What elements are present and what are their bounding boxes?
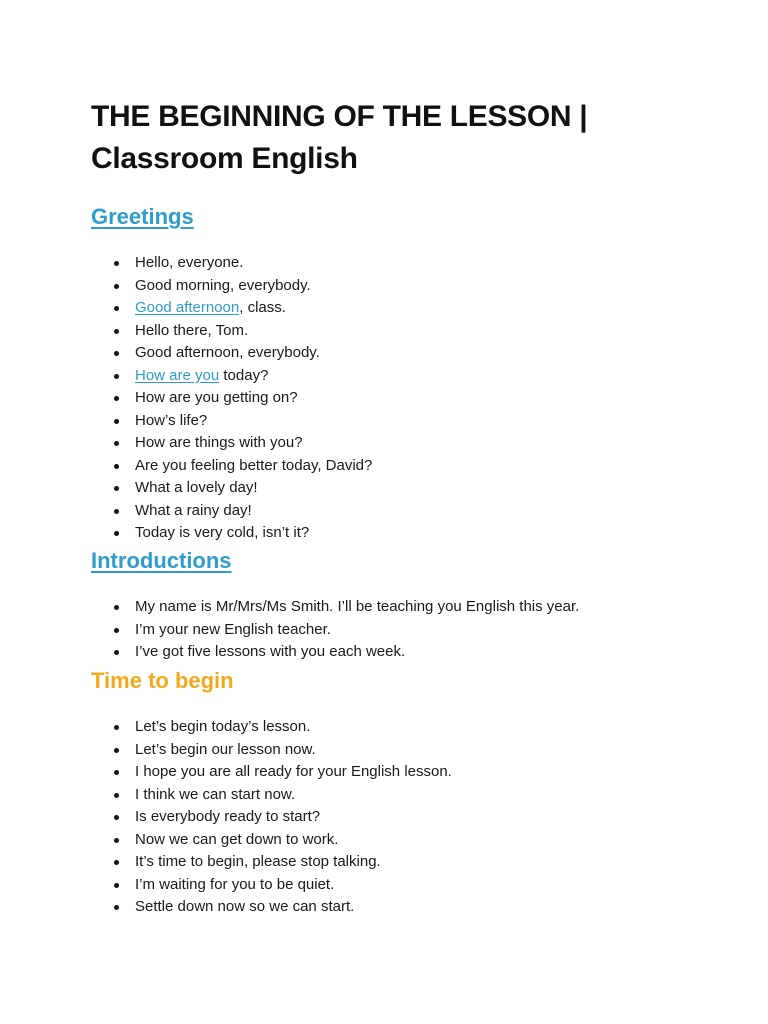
- bullet-icon: [114, 748, 119, 753]
- page-title: [91, 96, 731, 180]
- list-item: [91, 320, 372, 343]
- list-item-text: My name is Mr/Mrs/Ms Smith. I’ll be teaching you English this year.: [135, 598, 580, 615]
- bullet-icon: [114, 419, 119, 424]
- list-item: [91, 596, 579, 619]
- bullet-icon: [114, 531, 119, 536]
- list-item: [91, 641, 579, 664]
- list-item-text: Now we can get down to work.: [135, 830, 339, 848]
- section-heading-introductions: [91, 546, 232, 576]
- bullet-icon: [114, 441, 119, 446]
- list-item-text: I’ve got five lessons with you each week.: [135, 643, 406, 660]
- list-item: [91, 716, 452, 739]
- list-item-text: Today is very cold, isn’t it?: [135, 524, 310, 541]
- section-heading-time-to-begin: Time to begin: [91, 668, 234, 693]
- list-item-text: I’m waiting for you to be quiet.: [135, 875, 335, 893]
- list-item-text: Are you feeling better today, David?: [135, 456, 373, 474]
- list-item-text: How’s life?: [135, 411, 208, 429]
- list-item: [91, 784, 452, 807]
- list-item-text: today?: [219, 366, 269, 384]
- bullet-icon: [114, 329, 119, 334]
- bullet-icon: [114, 770, 119, 775]
- bullet-icon: [114, 351, 119, 356]
- greetings-list: [91, 252, 372, 545]
- list-item: [91, 477, 372, 500]
- document-page: [91, 96, 731, 915]
- list-item-text: Let’s begin today’s lesson.: [135, 718, 311, 735]
- bullet-icon: [114, 374, 119, 379]
- list-item: [91, 455, 372, 478]
- list-item-text: What a rainy day!: [135, 501, 252, 519]
- list-item: [91, 275, 372, 298]
- list-item: [91, 806, 452, 829]
- list-item-text: Settle down now so we can start.: [135, 898, 355, 915]
- bullet-icon: [114, 261, 119, 266]
- list-item: [91, 500, 372, 523]
- list-item-text: Hello there, Tom.: [135, 321, 249, 339]
- bullet-icon: [114, 396, 119, 401]
- greetings-heading-link[interactable]: Greetings: [91, 204, 194, 229]
- list-item: [91, 342, 372, 365]
- bullet-icon: [114, 486, 119, 491]
- introductions-heading-link[interactable]: Introductions: [91, 548, 232, 573]
- list-item: [91, 851, 452, 874]
- list-item: [91, 874, 452, 897]
- list-item-text: I think we can start now.: [135, 785, 296, 803]
- bullet-icon: [114, 905, 119, 910]
- bullet-icon: [114, 883, 119, 888]
- list-item: [91, 829, 452, 852]
- list-item: [91, 739, 452, 762]
- bullet-icon: [114, 725, 119, 730]
- bullet-icon: [114, 306, 119, 311]
- list-item-text: Hello, everyone.: [135, 254, 244, 271]
- inline-link[interactable]: How are you: [135, 366, 220, 384]
- list-item-text: Good morning, everybody.: [135, 276, 311, 294]
- list-item: [91, 619, 579, 642]
- bullet-icon: [114, 284, 119, 289]
- bullet-icon: [114, 509, 119, 514]
- introductions-list: [91, 596, 579, 664]
- bullet-icon: [114, 464, 119, 469]
- list-item-text: Is everybody ready to start?: [135, 808, 321, 825]
- section-heading-greetings: [91, 202, 194, 232]
- list-item-text: How are things with you?: [135, 434, 303, 451]
- list-item: [91, 252, 372, 275]
- title-line-1: THE BEGINNING OF THE LESSON |: [91, 100, 588, 133]
- list-item: [91, 365, 372, 388]
- list-item-text: I’m your new English teacher.: [135, 620, 331, 638]
- list-item: [91, 896, 452, 919]
- list-item-text: I hope you are all ready for your English lesson.: [135, 763, 452, 780]
- list-item-text: What a lovely day!: [135, 479, 258, 496]
- list-item: [91, 410, 372, 433]
- bullet-icon: [114, 628, 119, 633]
- list-item: [91, 432, 372, 455]
- list-item: [91, 522, 372, 545]
- list-item: [91, 297, 372, 320]
- bullet-icon: [114, 815, 119, 820]
- bullet-icon: [114, 605, 119, 610]
- list-item-text: It’s time to begin, please stop talking.: [135, 853, 381, 870]
- bullet-icon: [114, 838, 119, 843]
- bullet-icon: [114, 650, 119, 655]
- title-line-2: Classroom English: [91, 142, 358, 175]
- inline-link[interactable]: Good afternoon: [135, 299, 240, 316]
- bullet-icon: [114, 793, 119, 798]
- list-item-text: Let’s begin our lesson now.: [135, 740, 316, 758]
- time-to-begin-list: [91, 716, 452, 919]
- list-item-text: How are you getting on?: [135, 389, 298, 406]
- bullet-icon: [114, 860, 119, 865]
- list-item-text: , class.: [239, 299, 286, 316]
- list-item: [91, 387, 372, 410]
- list-item-text: Good afternoon, everybody.: [135, 344, 320, 361]
- list-item: [91, 761, 452, 784]
